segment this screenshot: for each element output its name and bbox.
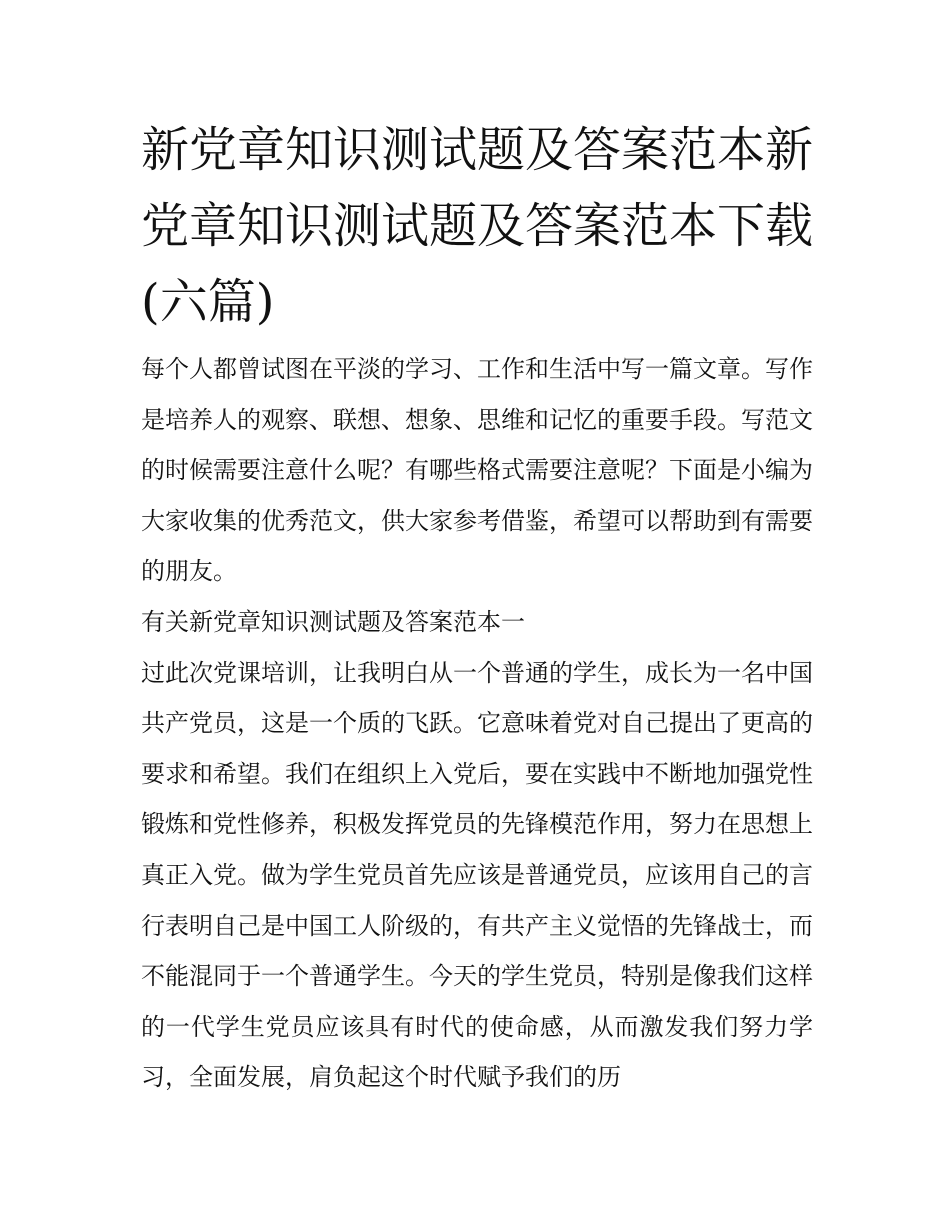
intro-paragraph: 每个人都曾试图在平淡的学习、工作和生活中写一篇文章。写作是培养人的观察、联想、想象、思维和记忆的重要手段。写范文的时候需要注意什么呢？有哪些格式需要注意呢？下面是小编为大家收集的优秀范文，供大家参考借鉴，希望可以帮助到有需要的朋友。 <box>141 355 813 586</box>
document-page <box>141 112 813 1103</box>
body-paragraph: 过此次党课培训，让我明白从一个普通的学生，成长为一名中国共产党员，这是一个质的飞跃。它意味着党对自己提出了更高的要求和希望。我们在组织上入党后，要在实践中不断地加强党性锻炼和党性修养，积极发挥党员的先锋模范作用，努力在思想上真正入党。做为学生党员首先应该是普通党员，应该用自己的言行表明自己是中国工人阶级的，有共产主义觉悟的先锋战士，而不能混同于一个普通学生。今天的学生党员，特别是像我们这样的一代学生党员应该具有时代的使命感，从而激发我们努力学习，全面发展，肩负起这个时代赋予我们的历 <box>141 658 813 1092</box>
section-heading: 有关新党章知识测试题及答案范本一 <box>141 607 525 636</box>
document-title: 新党章知识测试题及答案范本新党章知识测试题及答案范本下载(六篇) <box>141 122 814 330</box>
